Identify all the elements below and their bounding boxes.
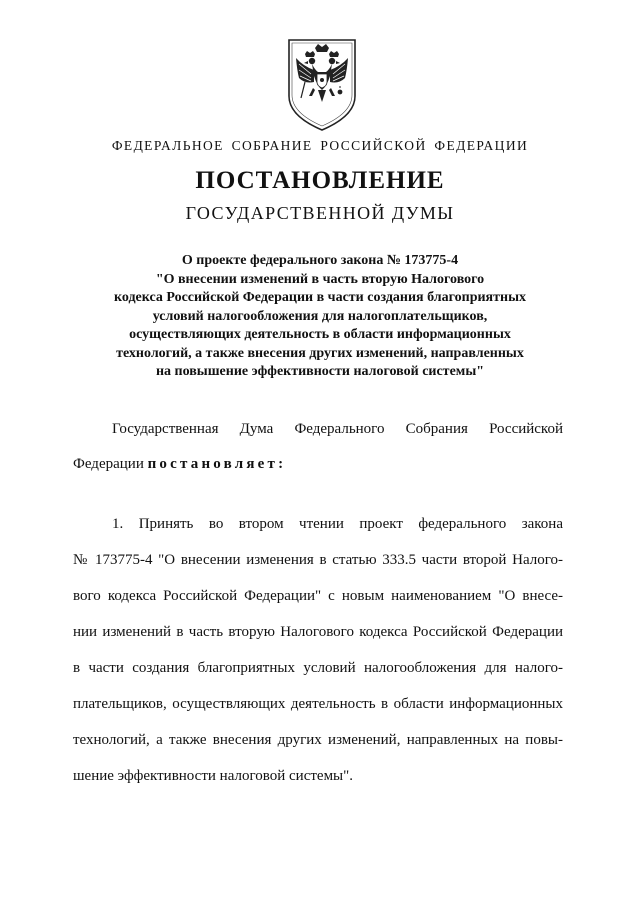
subject-line: технологий, а также внесения других изменений, направленных: [116, 345, 524, 361]
issuer-name: ФЕДЕРАЛЬНОЕ СОБРАНИЕ РОССИЙСКОЙ ФЕДЕРАЦИИ: [111, 138, 529, 153]
preamble-verb: постановляет:: [147, 456, 287, 472]
preamble-line: Государственная Дума Федерального Собрания Российской: [112, 421, 563, 437]
resolution-subject: [80, 252, 560, 382]
subject-line: на повышение эффективности налоговой системы": [155, 364, 485, 379]
item-line: № 173775-4 "О внесении изменения в статью 333.5 части второй Налого-: [73, 552, 563, 568]
item-line: плательщиков, осуществляющих деятельность в области информационных: [73, 696, 563, 712]
document-type: ПОСТАНОВЛЕНИЕ: [195, 167, 445, 194]
item-line: вого кодекса Российской Федерации" с новым наименованием "О внесе-: [73, 588, 563, 604]
subject-line: О проекте федерального закона № 173775-4: [181, 253, 459, 268]
item-line: нии изменений в часть вторую Налогового кодекса Российской Федерации: [73, 624, 563, 640]
subject-line: условий налогообложения для налогоплательщиков,: [152, 308, 488, 324]
preamble-prefix: Федерации: [73, 456, 144, 472]
item-line: технологий, а также внесения других изменений, направленных на повы-: [73, 732, 563, 748]
subject-line: "О внесении изменений в часть вторую Налогового: [155, 271, 485, 287]
russian-coat-of-arms-icon: [285, 36, 359, 132]
subject-line: кодекса Российской Федерации в части создания благоприятных: [113, 290, 526, 305]
preamble-line: [73, 456, 286, 473]
item-line: шение эффективности налоговой системы".: [73, 768, 354, 784]
item-line: 1. Принять во втором чтении проект федерального закона: [112, 516, 563, 532]
issuer-body: ГОСУДАРСТВЕННОЙ ДУМЫ: [185, 203, 455, 223]
subject-line: осуществляющих деятельность в области информационных: [129, 327, 511, 342]
item-line: в части создания благоприятных условий налогообложения для налого-: [73, 660, 563, 676]
